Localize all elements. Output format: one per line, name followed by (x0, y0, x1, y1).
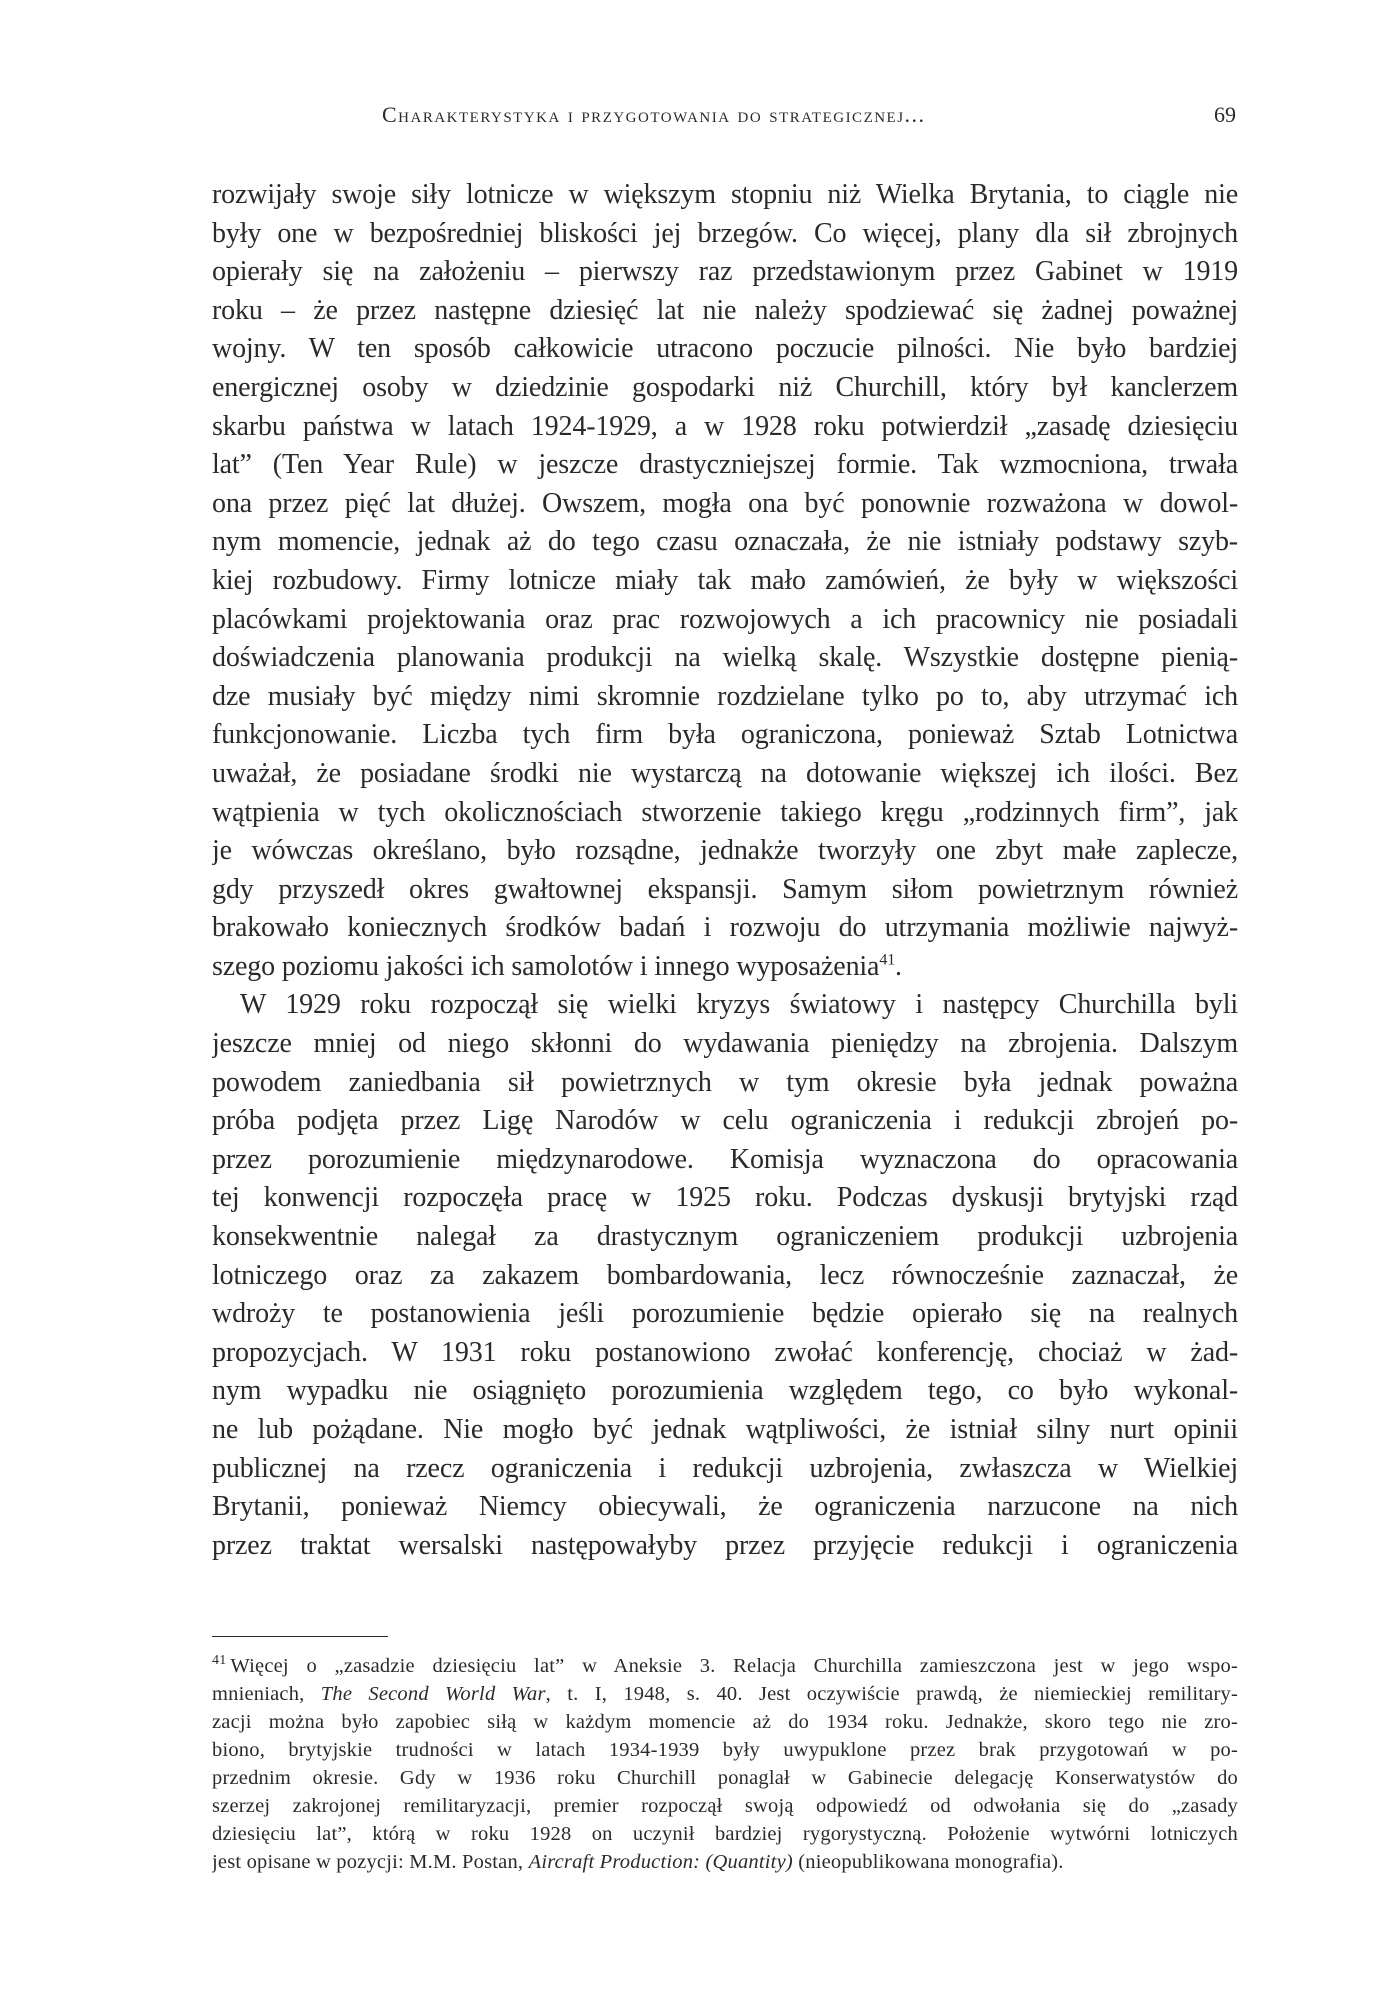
paragraph-line: konsekwentnie nalegał za drastycznym ograniczeniem produkcji uzbrojenia (212, 1221, 1238, 1253)
footnote-text: Więcej o „zasadzie dziesięciu lat” w Aneksie 3. Relacja Churchilla zamieszczona jest w jego wspo- (230, 1655, 1238, 1677)
book-title: The Second World War (320, 1683, 546, 1705)
footnote-text: , t. I, 1948, s. 40. Jest oczywiście prawdą, że niemieckiej remilitary- (545, 1683, 1238, 1705)
footnote-last-line (212, 1848, 1238, 1876)
sentence-end: . (895, 950, 902, 982)
paragraph-line: rozwijały swoje siły lotnicze w większym stopniu niż Wielka Brytania, to ciągle nie (212, 179, 1238, 210)
paragraph-line: placówkami projektowania oraz prac rozwojowych a ich pracownicy nie posiadali (212, 603, 1238, 635)
paragraph-line: Brytanii, ponieważ Niemcy obiecywali, że ograniczenia narzucone na nich (212, 1491, 1238, 1523)
footnote-reference[interactable]: 41 (879, 951, 896, 969)
paragraph-last-line (212, 948, 1238, 987)
paragraph-line: gdy przyszedł okres gwałtownej ekspansji. Samym siłom powietrznym również (212, 873, 1238, 905)
paragraph-line: nym wypadku nie osiągnięto porozumienia względem tego, co było wykonal- (212, 1375, 1238, 1407)
paragraph-line: opierały się na założeniu – pierwszy raz przedstawionym przez Gabinet w 1919 (212, 256, 1238, 288)
footnote-line: biono, brytyjskie trudności w latach 1934-1939 były uwypuklone przez brak przygotowań w po- (212, 1739, 1238, 1761)
paragraph-line: wojny. W ten sposób całkowicie utracono poczucie pilności. Nie było bardziej (212, 333, 1238, 365)
paragraph-line: publicznej na rzecz ograniczenia i redukcji uzbrojenia, zwłaszcza w Wielkiej (212, 1452, 1238, 1484)
paragraph-line: funkcjonowanie. Liczba tych firm była ograniczona, ponieważ Sztab Lotnictwa (212, 719, 1238, 751)
paragraph-line: lotniczego oraz za zakazem bombardowania, lecz równocześnie zaznaczał, że (212, 1259, 1238, 1291)
paragraph-line-text: szego poziomu jakości ich samolotów i innego wyposażenia (212, 950, 880, 982)
paragraph-line: były one w bezpośredniej bliskości jej brzegów. Co więcej, plany dla sił zbrojnych (212, 217, 1238, 249)
footnote-text: mnieniach, (212, 1683, 321, 1705)
paragraph-line: ona przez pięć lat dłużej. Owszem, mogła ona być ponownie rozważona w dowol- (212, 487, 1238, 519)
monograph-title: Aircraft Production: (Quantity) (528, 1851, 793, 1873)
footnote-text: (nieopublikowana monografia). (792, 1851, 1064, 1873)
paragraph-line: przez porozumienie międzynarodowe. Komisja wyznaczona do opracowania (212, 1143, 1238, 1175)
page-number: 69 (1214, 102, 1236, 127)
paragraph-line: nym momencie, jednak aż do tego czasu oznaczała, że nie istniały podstawy szyb- (212, 526, 1238, 558)
paragraph-line: brakowało koniecznych środków badań i rozwoju do utrzymania możliwie najwyż- (212, 912, 1238, 944)
footnote-line: szerzej zakrojonej remilitaryzacji, premier rozpoczął swoją odpowiedź od odwołania się do „zasady (212, 1795, 1238, 1817)
paragraph-line: jeszcze mniej od niego skłonni do wydawania pieniędzy na zbrojenia. Dalszym (212, 1028, 1238, 1060)
footnote-line: dziesięciu lat”, którą w roku 1928 on uczynił bardziej rygorystyczną. Położenie wytwórni lotniczych (212, 1823, 1238, 1845)
paragraph-line: je wówczas określano, było rozsądne, jednakże tworzyły one zbyt małe zaplecze, (212, 835, 1238, 867)
running-head (212, 96, 1236, 136)
paragraph-line: dze musiały być między nimi skromnie rozdzielane tylko po to, aby utrzymać ich (212, 680, 1238, 712)
paragraph-line: wątpienia w tych okolicznościach stworzenie takiego kręgu „rodzinnych firm”, jak (212, 796, 1238, 828)
paragraph-line: propozycjach. W 1931 roku postanowiono zwołać konferencję, chociaż w żad- (212, 1336, 1238, 1368)
footnote-line (212, 1680, 1238, 1708)
paragraph-line: przez traktat wersalski następowałyby przez przyjęcie redukcji i ograniczenia (212, 1529, 1238, 1561)
paragraph-line: powodem zaniedbania sił powietrznych w tym okresie była jednak poważna (212, 1066, 1238, 1098)
paragraph-line: próba podjęta przez Ligę Narodów w celu ograniczenia i redukcji zbrojeń po- (212, 1105, 1238, 1137)
paragraph-line: wdroży te postanowienia jeśli porozumienie będzie opierało się na realnych (212, 1298, 1238, 1330)
paragraph-line: ne lub pożądane. Nie mogło być jednak wątpliwości, że istniał silny nurt opinii (212, 1414, 1238, 1445)
body-text (212, 176, 1238, 1565)
footnotes (212, 1652, 1238, 1876)
footnote-line: zacji można było zapobiec siłą w każdym momencie aż do 1934 roku. Jednakże, skoro tego nie zro- (212, 1711, 1238, 1733)
footnote-line: przednim okresie. Gdy w 1936 roku Churchill ponaglał w Gabinecie delegację Konserwatystów do (212, 1767, 1238, 1789)
paragraph-line: doświadczenia planowania produkcji na wielką skalę. Wszystkie dostępne pienią- (212, 642, 1238, 674)
running-title: Charakterystyka i przygotowania do strategicznej... (382, 102, 926, 127)
paragraph-line: kiej rozbudowy. Firmy lotnicze miały tak mało zamówień, że były w większości (212, 564, 1238, 596)
paragraph-line: uważał, że posiadane środki nie wystarczą na dotowanie większej ich ilości. Bez (212, 757, 1238, 789)
paragraph-line: skarbu państwa w latach 1924-1929, a w 1928 roku potwierdził „zasadę dziesięciu (212, 410, 1238, 442)
footnote-marker: 41 (212, 1653, 227, 1669)
footnote-text: jest opisane w pozycji: M.M. Postan, (212, 1851, 529, 1873)
footnote-separator (212, 1636, 388, 1637)
paragraph-first-line: W 1929 roku rozpoczął się wielki kryzys światowy i następcy Churchilla byli (240, 989, 1238, 1021)
paragraph-line: tej konwencji rozpoczęła pracę w 1925 roku. Podczas dyskusji brytyjski rząd (212, 1182, 1238, 1214)
paragraph-line: roku – że przez następne dziesięć lat nie należy spodziewać się żadnej poważnej (212, 294, 1238, 326)
footnote-line (212, 1652, 1238, 1680)
paragraph-line: energicznej osoby w dziedzinie gospodarki niż Churchill, który był kanclerzem (212, 371, 1238, 403)
paragraph-line: lat” (Ten Year Rule) w jeszcze drastyczniejszej formie. Tak wzmocniona, trwała (212, 449, 1238, 481)
